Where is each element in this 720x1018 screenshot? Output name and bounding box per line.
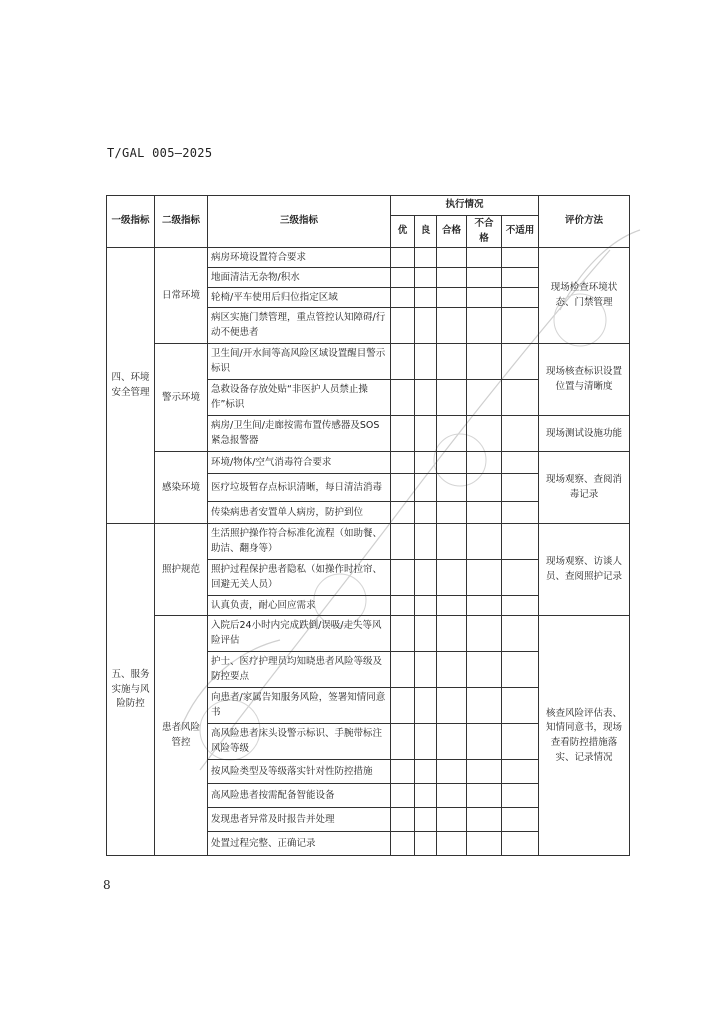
grade-cell[interactable] (467, 380, 502, 416)
grade-cell[interactable] (467, 760, 502, 784)
table-row (107, 524, 630, 560)
grade-cell[interactable] (467, 524, 502, 560)
grade-cell[interactable] (502, 652, 539, 688)
grade-cell[interactable] (415, 652, 437, 688)
grade-cell[interactable] (437, 596, 467, 616)
grade-cell[interactable] (391, 288, 415, 308)
level1-cell: 五、服务实施与风险防控 (107, 524, 155, 856)
grade-cell[interactable] (437, 380, 467, 416)
header-grade-fail: 不合格 (467, 216, 502, 248)
table-row (107, 248, 630, 268)
grade-cell[interactable] (502, 416, 539, 452)
grade-cell[interactable] (391, 502, 415, 524)
grade-cell[interactable] (391, 616, 415, 652)
level3-cell: 病房环境设置符合要求 (208, 248, 391, 268)
level3-cell: 急救设备存放处贴“非医护人员禁止操作”标识 (208, 380, 391, 416)
level3-cell: 地面清洁无杂物/积水 (208, 268, 391, 288)
grade-cell[interactable] (391, 268, 415, 288)
grade-cell[interactable] (437, 560, 467, 596)
level3-cell: 生活照护操作符合标准化流程（如助餐、助洁、翻身等） (208, 524, 391, 560)
grade-cell[interactable] (415, 808, 437, 832)
grade-cell[interactable] (502, 308, 539, 344)
method-cell: 现场观察、查阅消毒记录 (539, 452, 630, 524)
grade-cell[interactable] (437, 474, 467, 502)
grade-cell[interactable] (502, 760, 539, 784)
grade-cell[interactable] (391, 832, 415, 856)
grade-cell[interactable] (502, 616, 539, 652)
grade-cell[interactable] (502, 784, 539, 808)
grade-cell[interactable] (502, 832, 539, 856)
level3-cell: 入院后24小时内完成跌倒/误吸/走失等风险评估 (208, 616, 391, 652)
method-cell: 现场观察、访谈人员、查阅照护记录 (539, 524, 630, 616)
grade-cell[interactable] (502, 524, 539, 560)
grade-cell[interactable] (415, 268, 437, 288)
grade-cell[interactable] (467, 652, 502, 688)
grade-cell[interactable] (437, 760, 467, 784)
level1-cell: 四、环境安全管理 (107, 248, 155, 524)
grade-cell[interactable] (502, 724, 539, 760)
grade-cell[interactable] (437, 616, 467, 652)
page-number: 8 (103, 878, 111, 892)
method-cell: 核查风险评估表、知情同意书，现场查看防控措施落实、记录情况 (539, 616, 630, 856)
grade-cell[interactable] (502, 452, 539, 474)
grade-cell[interactable] (415, 724, 437, 760)
header-grade-na: 不适用 (502, 216, 539, 248)
grade-cell[interactable] (415, 474, 437, 502)
method-cell: 现场测试设施功能 (539, 416, 630, 452)
grade-cell[interactable] (391, 344, 415, 380)
header-grade-excellent: 优 (391, 216, 415, 248)
header-level3: 三级指标 (208, 196, 391, 248)
level3-cell: 病房/卫生间/走廊按需布置传感器及SOS紧急报警器 (208, 416, 391, 452)
grade-cell[interactable] (437, 524, 467, 560)
level3-cell: 高风险患者按需配备智能设备 (208, 784, 391, 808)
grade-cell[interactable] (391, 416, 415, 452)
grade-cell[interactable] (502, 380, 539, 416)
grade-cell[interactable] (502, 474, 539, 502)
grade-cell[interactable] (391, 652, 415, 688)
grade-cell[interactable] (437, 308, 467, 344)
grade-cell[interactable] (502, 688, 539, 724)
method-cell: 现场检查环境状态、门禁管理 (539, 248, 630, 344)
level3-cell: 轮椅/平车使用后归位指定区域 (208, 288, 391, 308)
grade-cell[interactable] (467, 268, 502, 288)
table-row (107, 616, 630, 652)
grade-cell[interactable] (415, 308, 437, 344)
grade-cell[interactable] (437, 344, 467, 380)
table-row (107, 344, 630, 380)
grade-cell[interactable] (467, 784, 502, 808)
grade-cell[interactable] (467, 560, 502, 596)
grade-cell[interactable] (437, 416, 467, 452)
grade-cell[interactable] (467, 416, 502, 452)
grade-cell[interactable] (415, 524, 437, 560)
grade-cell[interactable] (391, 784, 415, 808)
grade-cell[interactable] (437, 832, 467, 856)
grade-cell[interactable] (391, 524, 415, 560)
grade-cell[interactable] (437, 688, 467, 724)
header-grade-pass: 合格 (437, 216, 467, 248)
grade-cell[interactable] (437, 452, 467, 474)
grade-cell[interactable] (502, 344, 539, 380)
grade-cell[interactable] (467, 616, 502, 652)
grade-cell[interactable] (391, 596, 415, 616)
grade-cell[interactable] (467, 724, 502, 760)
grade-cell[interactable] (415, 784, 437, 808)
level3-cell: 处置过程完整、正确记录 (208, 832, 391, 856)
grade-cell[interactable] (502, 502, 539, 524)
grade-cell[interactable] (415, 344, 437, 380)
level3-cell: 卫生间/开水间等高风险区域设置醒目警示标识 (208, 344, 391, 380)
grade-cell[interactable] (415, 832, 437, 856)
level3-cell: 病区实施门禁管理，重点管控认知障碍/行动不便患者 (208, 308, 391, 344)
standard-code: T/GAL 005—2025 (107, 146, 213, 160)
grade-cell[interactable] (415, 452, 437, 474)
grade-cell[interactable] (415, 688, 437, 724)
grade-cell[interactable] (437, 502, 467, 524)
grade-cell[interactable] (467, 288, 502, 308)
level3-cell: 高风险患者床头设警示标识、手腕带标注风险等级 (208, 724, 391, 760)
level3-cell: 认真负责，耐心回应需求 (208, 596, 391, 616)
grade-cell[interactable] (467, 308, 502, 344)
grade-cell[interactable] (391, 688, 415, 724)
grade-cell[interactable] (415, 502, 437, 524)
grade-cell[interactable] (467, 596, 502, 616)
grade-cell[interactable] (391, 380, 415, 416)
grade-cell[interactable] (502, 288, 539, 308)
header-level2: 二级指标 (155, 196, 208, 248)
grade-cell[interactable] (415, 288, 437, 308)
grade-cell[interactable] (502, 268, 539, 288)
grade-cell[interactable] (502, 560, 539, 596)
grade-cell[interactable] (391, 560, 415, 596)
level3-cell: 护士、医疗护理员均知晓患者风险等级及防控要点 (208, 652, 391, 688)
level2-cell: 照护规范 (155, 524, 208, 616)
evaluation-table (106, 195, 630, 856)
method-cell: 现场核查标识设置位置与清晰度 (539, 344, 630, 416)
header-execution: 执行情况 (391, 196, 539, 216)
grade-cell[interactable] (415, 616, 437, 652)
header-method: 评价方法 (539, 196, 630, 248)
grade-cell[interactable] (437, 808, 467, 832)
grade-cell[interactable] (391, 724, 415, 760)
grade-cell[interactable] (415, 560, 437, 596)
grade-cell[interactable] (467, 832, 502, 856)
grade-cell[interactable] (467, 808, 502, 832)
grade-cell[interactable] (467, 502, 502, 524)
grade-cell[interactable] (437, 724, 467, 760)
level3-cell: 传染病患者安置单人病房，防护到位 (208, 502, 391, 524)
grade-cell[interactable] (437, 248, 467, 268)
header-level1: 一级指标 (107, 196, 155, 248)
level3-cell: 环境/物体/空气消毒符合要求 (208, 452, 391, 474)
level3-cell: 照护过程保护患者隐私（如操作时拉帘、回避无关人员） (208, 560, 391, 596)
grade-cell[interactable] (467, 474, 502, 502)
grade-cell[interactable] (415, 416, 437, 452)
header-grade-good: 良 (415, 216, 437, 248)
grade-cell[interactable] (502, 596, 539, 616)
grade-cell[interactable] (437, 652, 467, 688)
grade-cell[interactable] (415, 380, 437, 416)
level3-cell: 按风险类型及等级落实针对性防控措施 (208, 760, 391, 784)
grade-cell[interactable] (502, 248, 539, 268)
grade-cell[interactable] (467, 452, 502, 474)
grade-cell[interactable] (391, 808, 415, 832)
grade-cell[interactable] (415, 760, 437, 784)
level3-cell: 向患者/家属告知服务风险，签署知情同意书 (208, 688, 391, 724)
grade-cell[interactable] (391, 308, 415, 344)
grade-cell[interactable] (391, 474, 415, 502)
grade-cell[interactable] (437, 268, 467, 288)
grade-cell[interactable] (502, 808, 539, 832)
grade-cell[interactable] (437, 784, 467, 808)
level2-cell: 感染环境 (155, 452, 208, 524)
grade-cell[interactable] (415, 596, 437, 616)
grade-cell[interactable] (467, 688, 502, 724)
grade-cell[interactable] (467, 344, 502, 380)
level2-cell: 警示环境 (155, 344, 208, 452)
grade-cell[interactable] (437, 288, 467, 308)
grade-cell[interactable] (415, 248, 437, 268)
table-row (107, 452, 630, 474)
grade-cell[interactable] (391, 452, 415, 474)
level3-cell: 医疗垃圾暂存点标识清晰，每日清洁消毒 (208, 474, 391, 502)
level2-cell: 日常环境 (155, 248, 208, 344)
level3-cell: 发现患者异常及时报告并处理 (208, 808, 391, 832)
grade-cell[interactable] (391, 248, 415, 268)
grade-cell[interactable] (467, 248, 502, 268)
level2-cell: 患者风险管控 (155, 616, 208, 856)
grade-cell[interactable] (391, 760, 415, 784)
